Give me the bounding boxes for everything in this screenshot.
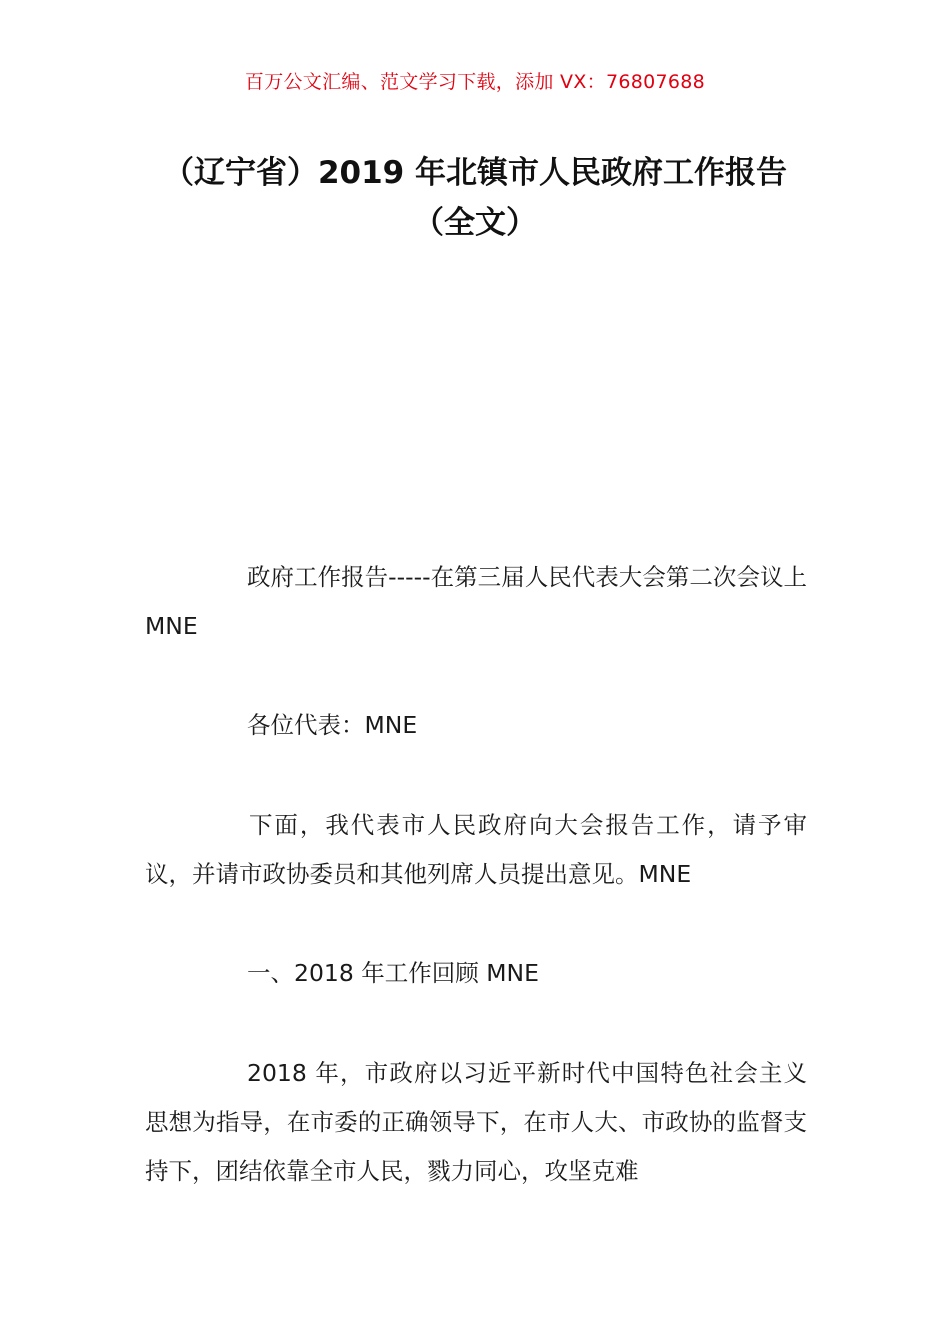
paragraph-text: 2018 年，市政府以习近平新时代中国特色社会主义思想为指导，在市委的正确领导下，在市人大、市政协的监督支持下，团结依靠全市人民，戮力同心，攻坚克难 bbox=[145, 1059, 807, 1185]
header-watermark-note: 百万公文汇编、范文学习下载，添加 VX：76807688 bbox=[244, 71, 706, 93]
section-heading-review bbox=[145, 949, 807, 998]
paragraph-report-subtitle bbox=[145, 553, 807, 651]
paragraph-salutation bbox=[145, 701, 807, 750]
paragraph-text: 各位代表：MNE bbox=[247, 711, 418, 739]
paragraph-introduction bbox=[145, 801, 807, 899]
document-title: （辽宁省）2019 年北镇市人民政府工作报告（全文） bbox=[162, 155, 788, 241]
paragraph-review-body bbox=[145, 1049, 807, 1196]
paragraph-text: 下面，我代表市人民政府向大会报告工作，请予审议，并请市政协委员和其他列席人员提出意见。MNE bbox=[145, 811, 807, 888]
paragraph-text: 一、2018 年工作回顾 MNE bbox=[247, 959, 539, 987]
paragraph-text: 政府工作报告-----在第三届人民代表大会第二次会议上 MNE bbox=[145, 563, 807, 640]
